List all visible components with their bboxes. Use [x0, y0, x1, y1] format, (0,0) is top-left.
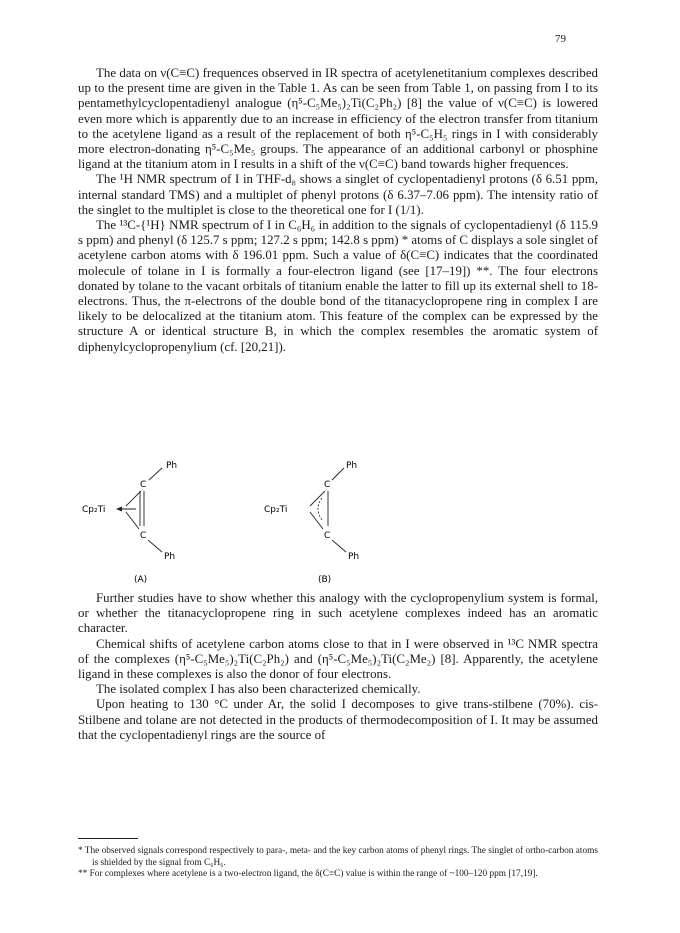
bond-b-c-ti-top	[310, 491, 325, 506]
structure-diagram	[78, 458, 598, 588]
structure-b-ph-top: Ph	[346, 461, 358, 471]
structure-a-ph-bottom: Ph	[164, 552, 176, 562]
structure-figure	[78, 458, 598, 588]
bond-b-ph-bottom	[332, 540, 346, 552]
bond-a-ph-bottom	[148, 540, 162, 552]
body-text-upper	[78, 66, 598, 355]
paragraph-1h-nmr: The ¹H NMR spectrum of I in THF-d₈ shows a singlet of cyclopentadienyl protons (δ 6.51 ppm, internal standard TMS) and a multiplet of phenyl protons (δ 6.37–7.06 ppm). The intensity ratio of the singlet to the multiplet is close to the theoretical one for I (1/1).	[78, 172, 598, 217]
body-text-lower	[78, 591, 598, 743]
paragraph-isolated-complex: The isolated complex I has also been characterized chemically.	[96, 682, 421, 697]
structure-b-c-top: C	[324, 480, 331, 490]
structure-b	[264, 461, 359, 585]
page-number: 79	[555, 33, 566, 45]
footnotes	[78, 846, 598, 881]
structure-a-c-bottom: C	[140, 531, 147, 541]
structure-a-ph-top: Ph	[166, 461, 178, 471]
paragraph-heating: Upon heating to 130 °C under Ar, the solid I decomposes to give trans-stilbene (70%). cis-Stilbene and tolane are not detected in the products of thermodecomposition of I. It may be assumed that the cyclopentadienyl rings are the source of	[78, 697, 598, 742]
structure-a-c-top: C	[140, 480, 147, 490]
footnote-2: ** For complexes where acetylene is a two-electron ligand, the δ(C≡C) value is within the range of ~100–120 ppm [17,19].	[78, 869, 538, 880]
structure-b-caption: (B)	[318, 575, 332, 585]
arrow-a-head	[116, 507, 122, 512]
structure-a-caption: (A)	[134, 575, 148, 585]
bond-a-c-ti-top	[126, 491, 141, 506]
bond-a-ph-top	[149, 468, 162, 480]
paragraph-further-studies: Further studies have to show whether this analogy with the cyclopropenylium system is formal, or whether the titanacyclopropene ring in such acetylene complexes indeed has an aromatic character.	[78, 591, 598, 636]
structure-b-metal: Cp₂Ti	[264, 505, 288, 515]
footnote-1: * The observed signals correspond respectively to para-, meta- and the key carbon atoms of phenyl rings. The singlet of ortho-carbon atoms is shielded by the signal from C₆H₆.	[78, 846, 598, 868]
paragraph-ir-frequencies: The data on ν(C≡C) frequences observed in IR spectra of acetylenetitanium complexes described up to the present time are given in the Table 1. As can be seen from Table 1, on passing from I to its pentamethylcyclopentadienyl analogue (η⁵-C₅Me₅)₂Ti(C₂Ph₂) [8] the value of ν(C≡C) is lowered even more which is apparently due to an increase in efficiency of the electron transfer from titanium to the acetylene ligand as a result of the replacement of both η⁵-C₅H₅ rings in I with considerably more electron-donating η⁵-C₅Me₅ groups. The appearance of an additional carbonyl or phosphine ligand at the titanium atom in I results in a shift of the ν(C≡C) band towards higher frequences.	[78, 66, 598, 172]
structure-a	[82, 461, 177, 585]
paragraph-13c-nmr: The ¹³C-{¹H} NMR spectrum of I in C₆H₆ in addition to the signals of cyclopentadienyl (δ 115.9 s ppm) and phenyl (δ 125.7 s ppm; 127.2 s ppm; 142.8 s ppm) * atoms of C displays a sole singlet of acetylene carbon atoms with δ 196.01 ppm. Such a value of δ(C≡C) indicates that the coordinated molecule of tolane in I is formally a four-electron ligand (see [17–19]) **. The four electrons donated by tolane to the vacant orbitals of titanium enable the latter to fill up its external shell to 18-electrons. Thus, the π-electrons of the double bond of the titanacyclopropene ring in complex I are likely to be delocalized at the titanium atom. This feature of the complex can be expressed by the structure A or identical structure B, in which the complex resembles the aromatic system of diphenylcyclopropenylium (cf. [20,21]).	[78, 218, 598, 354]
bond-a-c-ti-bottom	[126, 512, 139, 529]
bond-b-delocalized	[318, 498, 322, 520]
structure-a-metal: Cp₂Ti	[82, 505, 106, 515]
bond-b-c-ti-bottom	[310, 512, 323, 529]
bond-b-ph-top	[332, 468, 344, 480]
paragraph-chemical-shifts: Chemical shifts of acetylene carbon atoms close to that in I were observed in ¹³C NMR spectra of the complexes (η⁵-C₅Me₅)₂Ti(C₂Ph₂) and (η⁵-C₅Me₅)₂Ti(C₂Me₂) [8]. Apparently, the acetylene ligand in these complexes is also the donor of four electrons.	[78, 636, 598, 682]
footnote-divider	[78, 838, 138, 839]
structure-b-c-bottom: C	[324, 531, 331, 541]
structure-b-ph-bottom: Ph	[348, 552, 360, 562]
